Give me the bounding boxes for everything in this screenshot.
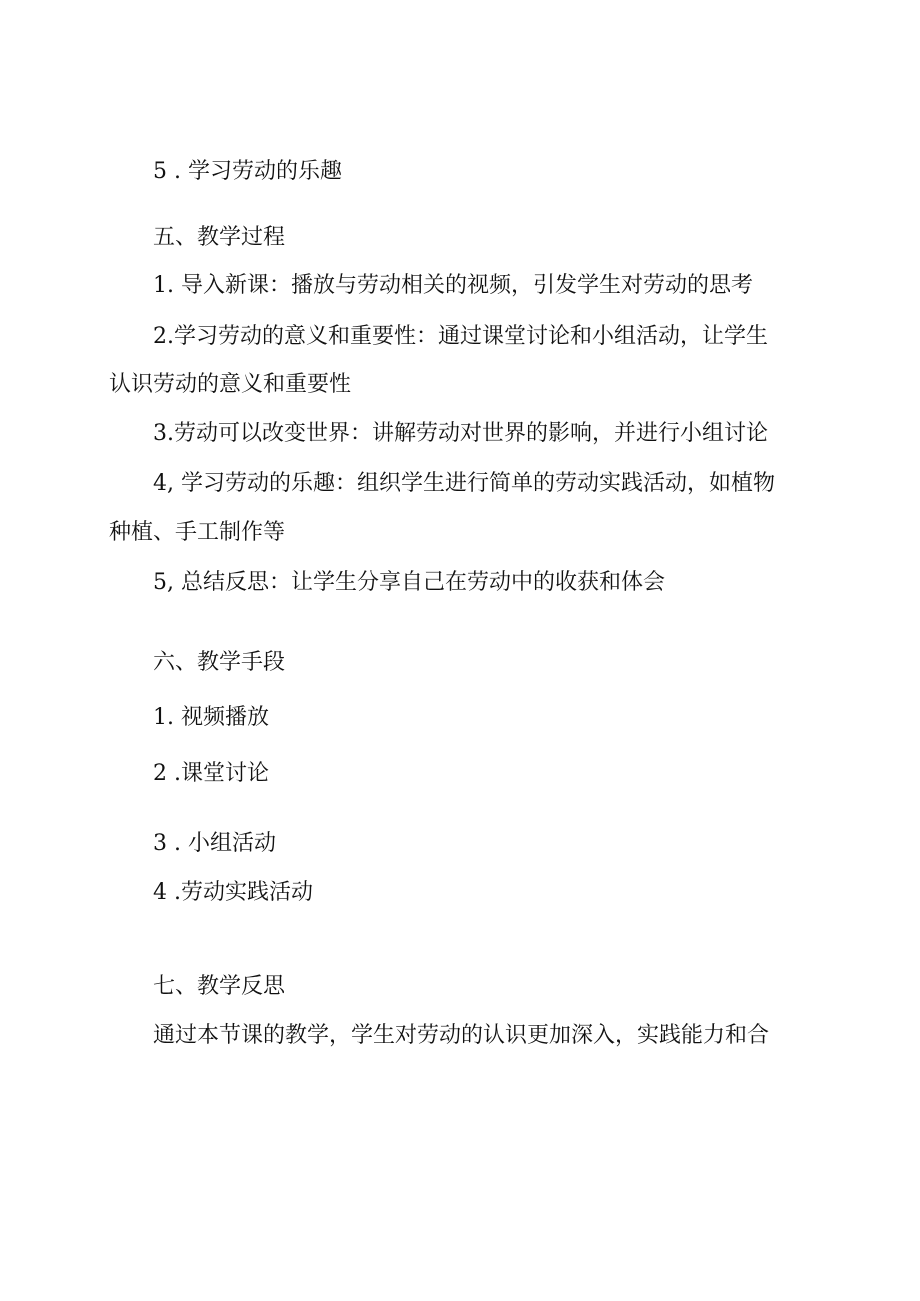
process-step-2: 2.学习劳动的意义和重要性：通过课堂讨论和小组活动，让学生	[153, 324, 768, 349]
means-item-2: 2 .课堂讨论	[153, 761, 269, 786]
section-heading-teaching-means: 六、教学手段	[153, 650, 286, 675]
means-item-1: 1. 视频播放	[153, 705, 269, 730]
section-heading-teaching-reflection: 七、教学反思	[153, 974, 286, 999]
list-item-learning-fun: 5 . 学习劳动的乐趣	[153, 159, 342, 184]
process-step-1: 1. 导入新课：播放与劳动相关的视频，引发学生对劳动的思考	[153, 273, 753, 298]
process-step-4-continued: 种植、手工制作等	[109, 520, 286, 545]
section-heading-teaching-process: 五、教学过程	[153, 225, 286, 250]
process-step-5: 5, 总结反思：让学生分享自己在劳动中的收获和体会	[153, 570, 665, 595]
process-step-4: 4, 学习劳动的乐趣：组织学生进行简单的劳动实践活动，如植物	[153, 471, 775, 496]
process-step-3: 3.劳动可以改变世界：讲解劳动对世界的影响，并进行小组讨论	[153, 421, 768, 446]
means-item-4: 4 .劳动实践活动	[153, 880, 313, 905]
process-step-2-continued: 认识劳动的意义和重要性	[109, 372, 352, 397]
reflection-paragraph: 通过本节课的教学，学生对劳动的认识更加深入，实践能力和合	[153, 1023, 770, 1048]
means-item-3: 3 . 小组活动	[153, 831, 276, 856]
